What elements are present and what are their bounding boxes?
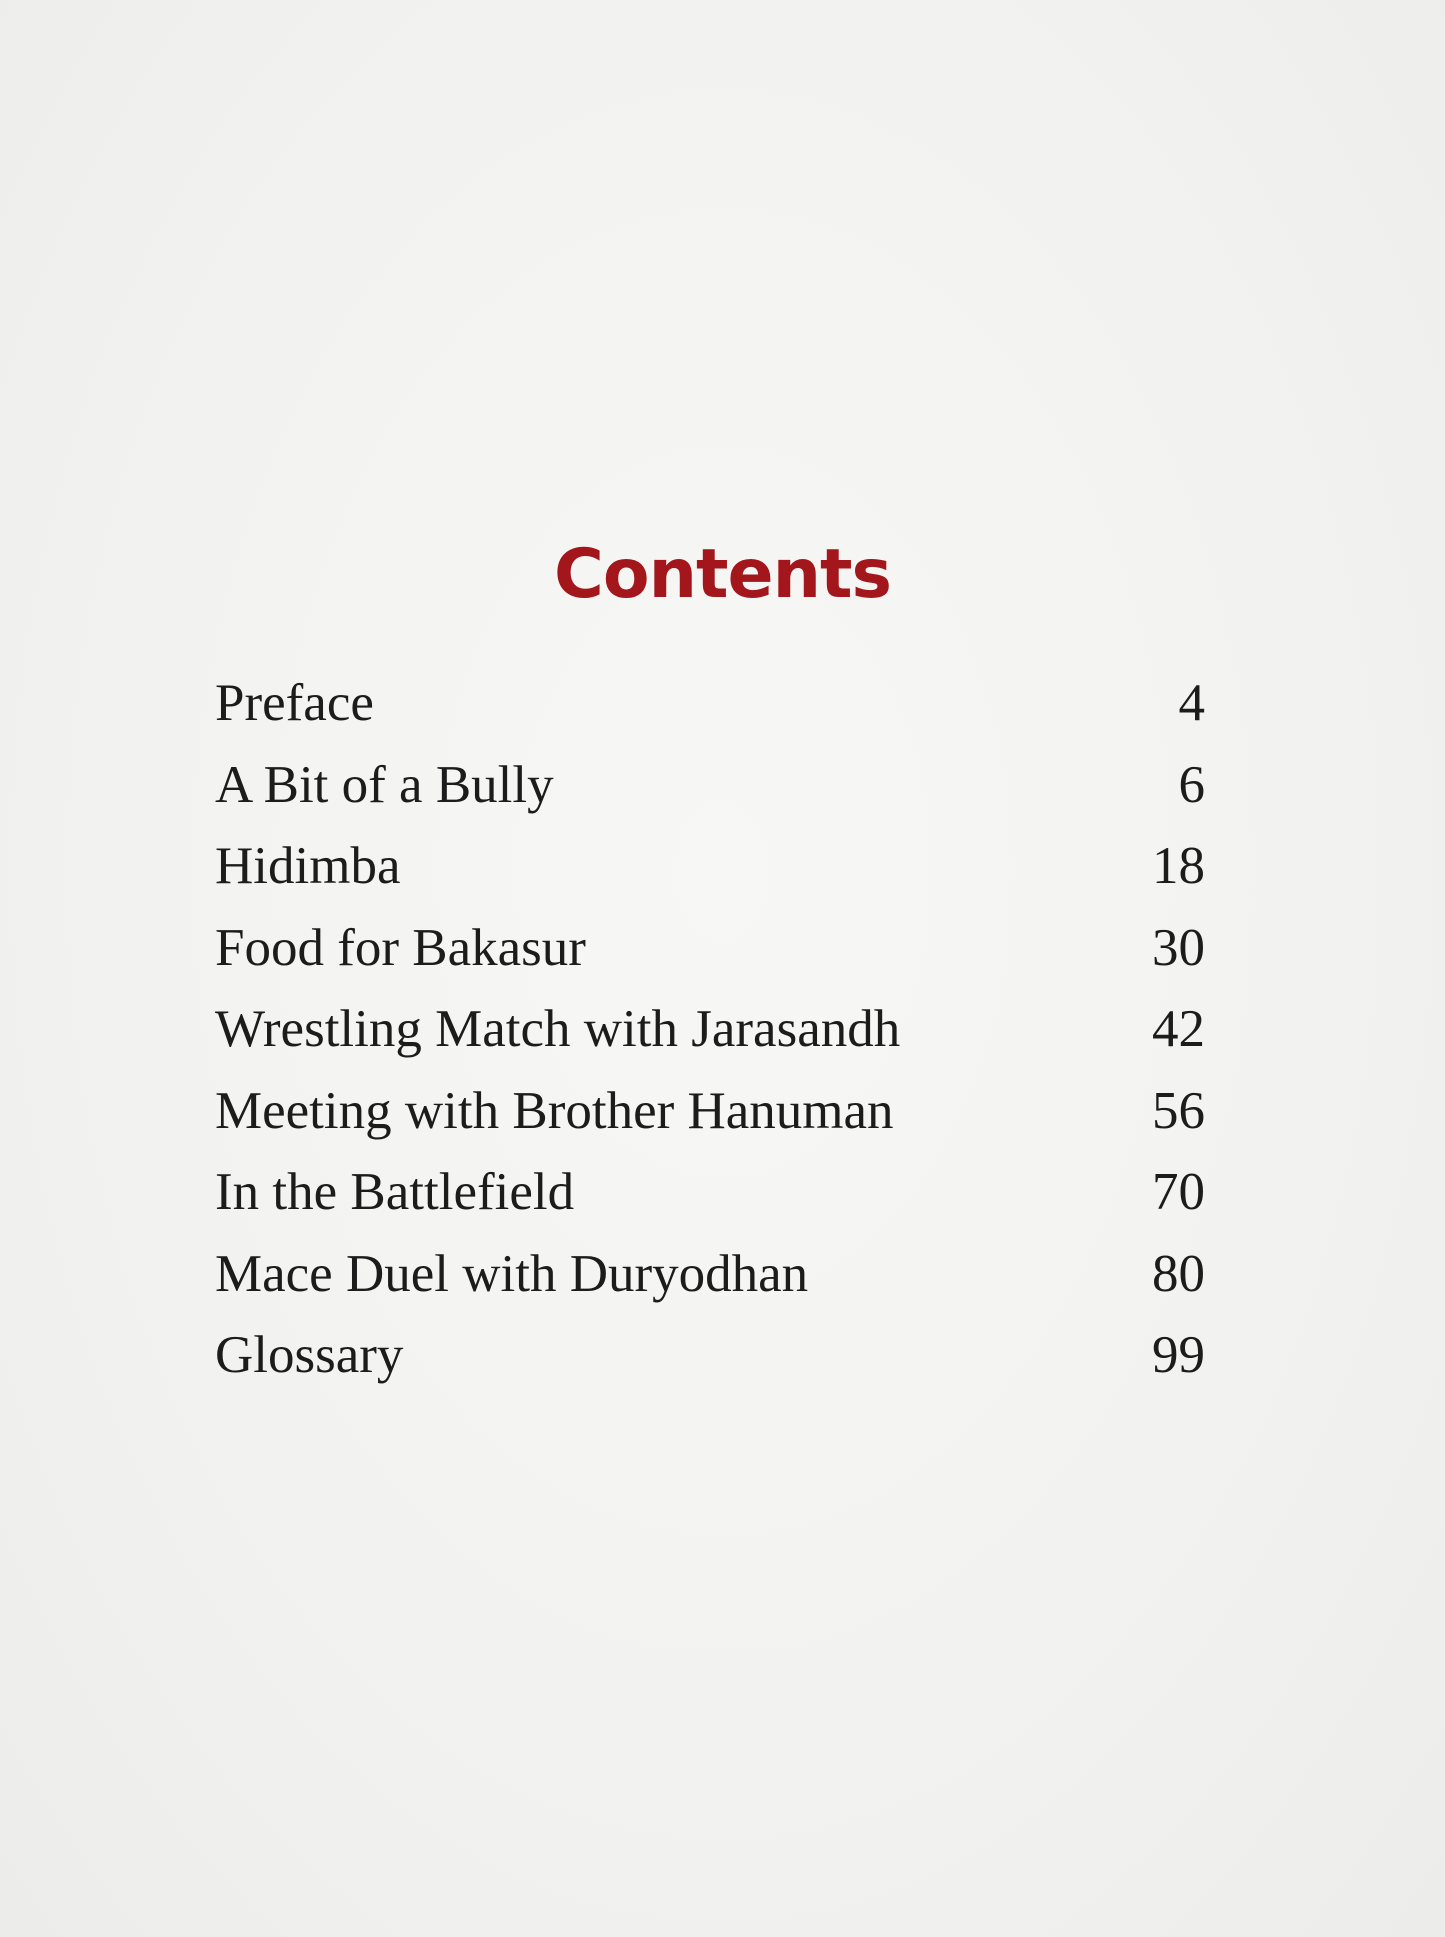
toc-entry-page: 70 bbox=[1152, 1163, 1205, 1221]
toc-entry bbox=[215, 1315, 1205, 1397]
toc-entry-page: 18 bbox=[1152, 837, 1205, 895]
toc-entry-title: In the Battlefield bbox=[215, 1163, 575, 1221]
toc-entry-page: 4 bbox=[1178, 674, 1205, 732]
toc-entry-title: Mace Duel with Duryodhan bbox=[215, 1244, 809, 1303]
table-of-contents bbox=[215, 663, 1205, 1397]
toc-entry-title: Food for Bakasur bbox=[215, 918, 586, 977]
toc-entry-page: 80 bbox=[1152, 1244, 1205, 1303]
toc-entry-title: A Bit of a Bully bbox=[215, 755, 554, 814]
toc-entry-title: Hidimba bbox=[215, 837, 401, 895]
toc-entry-title: Glossary bbox=[215, 1326, 404, 1384]
toc-entry-page: 99 bbox=[1152, 1326, 1205, 1384]
toc-entry bbox=[215, 1071, 1205, 1153]
toc-entry-page: 56 bbox=[1152, 1081, 1205, 1140]
toc-entry bbox=[215, 989, 1205, 1071]
toc-entry-title: Wrestling Match with Jarasandh bbox=[215, 1000, 901, 1058]
toc-entry-title: Preface bbox=[215, 674, 374, 732]
toc-entry bbox=[215, 663, 1205, 745]
toc-entry-page: 6 bbox=[1178, 755, 1205, 814]
toc-entry bbox=[215, 1152, 1205, 1234]
toc-entry bbox=[215, 1234, 1205, 1316]
toc-entry-page: 30 bbox=[1152, 918, 1205, 977]
toc-entry bbox=[215, 745, 1205, 827]
toc-entry bbox=[215, 908, 1205, 990]
toc-entry-title: Meeting with Brother Hanuman bbox=[215, 1081, 894, 1140]
toc-entry bbox=[215, 826, 1205, 908]
contents-heading: Contents bbox=[553, 535, 892, 614]
toc-entry-page: 42 bbox=[1152, 1000, 1205, 1058]
